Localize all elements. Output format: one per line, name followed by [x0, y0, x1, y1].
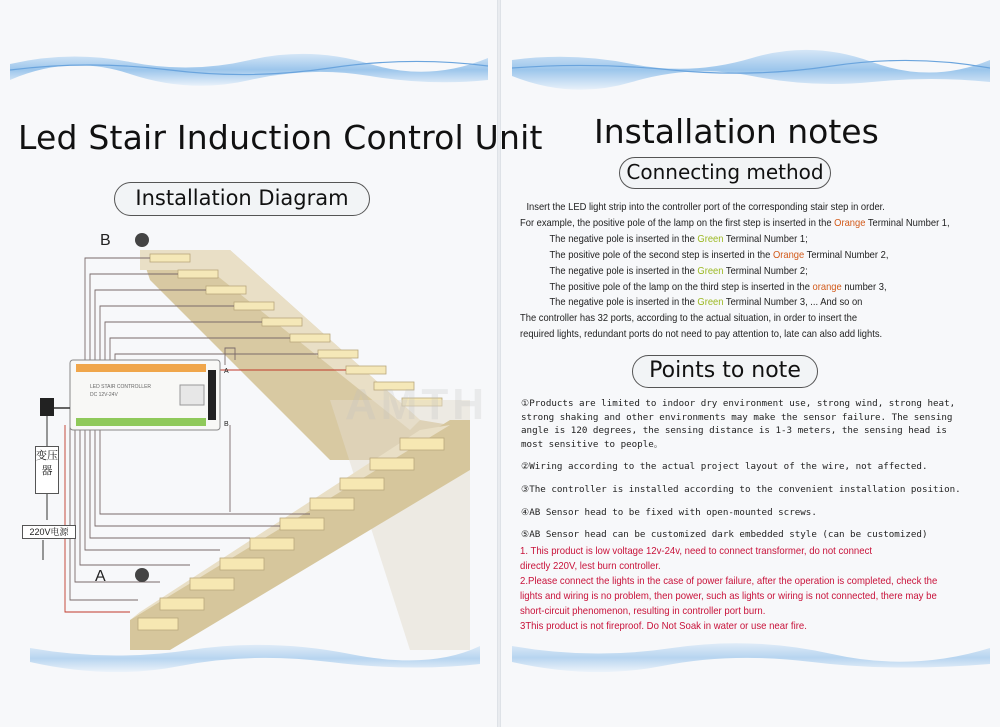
connecting-text-fragment: The positive pole of the lamp on the third step is inserted in the: [549, 281, 813, 293]
terminal-color-word: Green: [697, 265, 724, 277]
connecting-line: [520, 295, 943, 311]
installation-notes-title: Installation notes: [594, 112, 879, 151]
wave-banner-bottom-right: [512, 632, 990, 678]
terminal-color-word: Orange: [772, 249, 805, 261]
power-connector: [40, 398, 54, 416]
terminal-color-word: Green: [697, 297, 724, 309]
connecting-text-fragment: Terminal Number 1;: [723, 233, 808, 245]
wave-banner-right: [512, 46, 990, 92]
sensor-b-icon: [135, 233, 149, 247]
note-item: [521, 397, 971, 451]
connecting-line: [520, 200, 943, 216]
page-title: Led Stair Induction Control Unit: [18, 118, 543, 157]
sensor-a-icon: [135, 568, 149, 582]
svg-text:A: A: [224, 368, 229, 375]
note-line: ①Products are limited to indoor dry environment use, strong wind, strong heat,: [521, 398, 956, 409]
power-supply-label: 220V电源: [22, 525, 76, 539]
warning-line: lights and wiring is no problem, then power, such as lights or wiring is not connected, there may be: [520, 590, 937, 602]
svg-text:LED STAIR CONTROLLER: LED STAIR CONTROLLER: [90, 384, 152, 390]
note-line: ②Wiring according to the actual project layout of the wire, not affected.: [521, 461, 928, 473]
connecting-text-fragment: number 3,: [841, 281, 887, 293]
connecting-line: [520, 311, 943, 327]
warning-line: 1. This product is low voltage 12v-24v, need to connect transformer, do not connect: [520, 546, 873, 557]
connecting-method-heading: Connecting method: [619, 157, 831, 189]
connecting-text-fragment: Terminal Number 3, ... And so on: [723, 297, 863, 309]
note-line: most sensitive to people。: [521, 438, 663, 450]
warning-notes: [520, 545, 980, 634]
warning-line: short-circuit phenomenon, resulting in controller port burn.: [520, 605, 766, 617]
note-item: [521, 528, 971, 542]
connecting-text-fragment: The negative pole is inserted in the: [549, 265, 698, 277]
note-item: [521, 483, 971, 497]
connecting-line: [520, 216, 950, 232]
connecting-text-fragment: Terminal Number 2,: [804, 249, 889, 261]
terminal-color-word: orange: [812, 281, 842, 293]
warning-line: 3This product is not fireproof. Do Not Soak in water or use near fire.: [520, 620, 807, 632]
controller-box: [70, 360, 229, 430]
connecting-text-fragment: The positive pole of the second step is inserted in the: [549, 249, 773, 261]
warning-line: directly 220V, lest burn controller.: [520, 560, 661, 572]
warning-line: 2.Please connect the lights in the case of power failure, after the operation is completed, check the: [520, 575, 938, 587]
note-line: ③The controller is installed according to the convenient installation position.: [521, 483, 961, 495]
wave-banner-left: [10, 46, 488, 92]
installation-diagram-heading: Installation Diagram: [114, 182, 370, 216]
terminal-color-word: Green: [697, 233, 724, 245]
connecting-text-fragment: The negative pole is inserted in the: [549, 233, 698, 245]
transformer-label: 变压器: [35, 446, 59, 494]
points-to-note-heading: Points to note: [632, 355, 818, 388]
connecting-line: [520, 232, 943, 248]
note-line: strong shaking and other environments may make the sensor failure. The sensing: [521, 411, 953, 423]
note-line: ④AB Sensor head to be fixed with open-mounted screws.: [521, 506, 817, 518]
connecting-line: [520, 280, 943, 296]
connecting-line: [520, 327, 943, 343]
sensor-b-label: B: [100, 232, 111, 249]
connecting-text-fragment: The controller has 32 ports, according to the actual situation, in order to insert the: [520, 313, 858, 325]
note-item: [521, 460, 971, 474]
note-line: ⑤AB Sensor head can be customized dark embedded style (can be customized): [521, 529, 928, 541]
note-item: [521, 506, 971, 520]
connecting-method-text: [520, 200, 980, 343]
connecting-line: [520, 248, 943, 264]
connecting-text-fragment: Terminal Number 2;: [723, 265, 808, 277]
note-line: angle is 120 degrees, the sensing distance is 1-3 meters, the sensing head is: [521, 425, 947, 437]
page-fold: [497, 0, 501, 727]
connecting-text-fragment: Insert the LED light strip into the controller port of the corresponding stair step in order.: [526, 202, 885, 213]
sensor-a-label: A: [95, 568, 106, 585]
svg-text:B: B: [224, 421, 229, 428]
terminal-color-word: Orange: [834, 217, 866, 229]
connecting-text-fragment: required lights, redundant ports do not need to pay attention to, late can also add lights.: [520, 329, 883, 341]
connecting-text-fragment: The negative pole is inserted in the: [549, 297, 698, 309]
connecting-text-fragment: For example, the positive pole of the lamp on the first step is inserted in the: [520, 217, 835, 229]
svg-text:DC 12V-24V: DC 12V-24V: [90, 392, 118, 398]
watermark: AMTH: [345, 380, 489, 429]
connecting-line: [520, 264, 943, 280]
points-to-note-list: [521, 397, 971, 551]
connecting-text-fragment: Terminal Number 1,: [865, 217, 950, 229]
